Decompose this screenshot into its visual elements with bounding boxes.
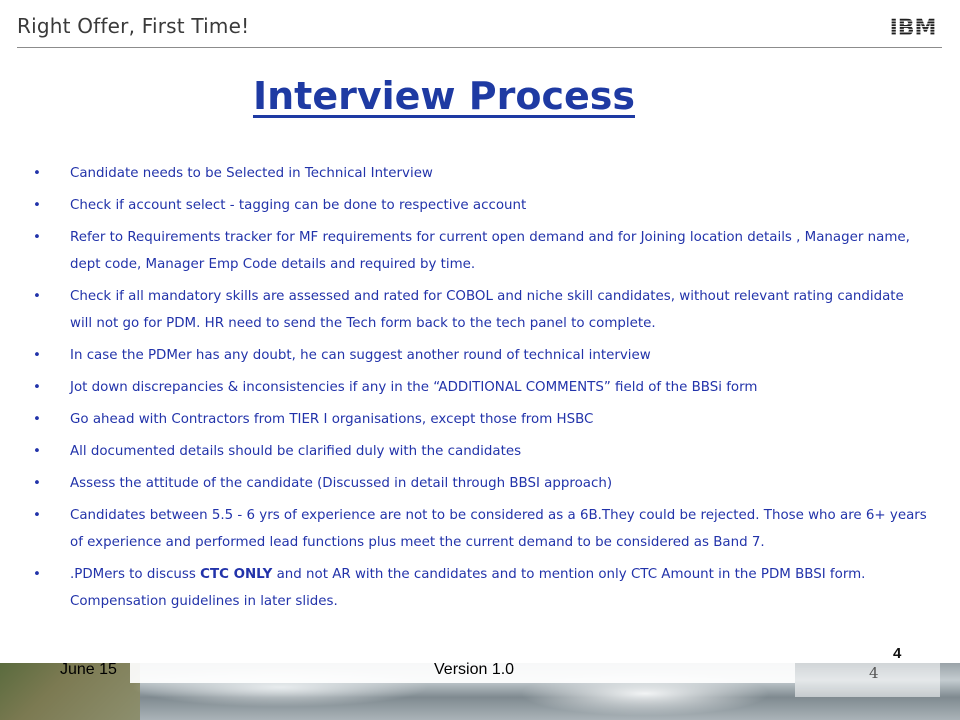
bullet-dot-icon: •: [33, 198, 41, 213]
bullet-dot-icon: •: [33, 476, 41, 491]
bullet-text: In case the PDMer has any doubt, he can suggest another round of technical interview: [70, 348, 651, 363]
ctc-only-emphasis: CTC ONLY: [200, 567, 273, 582]
bullet-text: Jot down discrepancies & inconsistencies if any in the “ADDITIONAL COMMENTS” field of the BBSi form: [70, 380, 758, 395]
bullet-item: [33, 502, 928, 556]
bullet-text: Candidate needs to be Selected in Technical Interview: [70, 166, 433, 181]
bullet-dot-icon: •: [33, 348, 41, 363]
bullet-item-ctc: [33, 561, 928, 615]
bullet-text-prefix: .PDMers to discuss: [70, 567, 201, 582]
bullet-text: All documented details should be clarified duly with the candidates: [70, 444, 522, 459]
bullet-item: [33, 374, 928, 401]
bullet-item: [33, 438, 928, 465]
bullet-dot-icon: •: [33, 567, 41, 582]
page-number: 4: [893, 645, 902, 662]
bullet-text: Check if account select - tagging can be done to respective account: [70, 198, 527, 213]
bullet-text-suffix: and not AR with the candidates and to mention only CTC Amount in the PDM BBSI form. Compensation guidelines in later slides.: [70, 567, 866, 609]
bullet-dot-icon: •: [33, 289, 41, 304]
footer-version: Version 1.0: [434, 661, 515, 678]
slide-title: Interview Process: [252, 74, 635, 118]
header-divider: [17, 47, 942, 48]
bullet-dot-icon: •: [33, 444, 41, 459]
footer-page-number-small: 4: [869, 664, 879, 682]
bullet-text: Candidates between 5.5 - 6 yrs of experience are not to be considered as a 6B.They could be rejected. Those who are 6+ years of experience and performed lead functions plus meet the current demand to be considered as Band 7.: [70, 508, 927, 550]
bullet-item: [33, 283, 928, 337]
bullet-dot-icon: •: [33, 230, 41, 245]
bullet-text: Assess the attitude of the candidate (Discussed in detail through BBSI approach): [70, 476, 613, 491]
bullet-dot-icon: •: [33, 380, 41, 395]
bullet-text: Go ahead with Contractors from TIER I organisations, except those from HSBC: [70, 412, 594, 427]
bullet-text: Check if all mandatory skills are assessed and rated for COBOL and niche skill candidates, without relevant rating candidate will not go for PDM. HR need to send the Tech form back to the tech panel to complete.: [70, 289, 904, 331]
bullet-item: [33, 224, 928, 278]
bullet-item: [33, 406, 928, 433]
bullet-item: [33, 470, 928, 497]
footer-date: June 15: [60, 661, 117, 678]
bullet-text: Refer to Requirements tracker for MF requirements for current open demand and for Joining location details , Manager name, dept code, Manager Emp Code details and required by time.: [70, 230, 910, 272]
bullet-dot-icon: •: [33, 508, 41, 523]
bullet-item: [33, 192, 928, 219]
bullet-list: [33, 160, 928, 620]
bullet-dot-icon: •: [33, 412, 41, 427]
bullet-item: [33, 160, 928, 187]
footer-page-panel: [795, 663, 940, 697]
header-title: Right Offer, First Time!: [17, 14, 250, 38]
bullet-item: [33, 342, 928, 369]
ibm-logo-text: IBM: [889, 16, 937, 38]
ibm-logo-icon: [884, 16, 942, 38]
bullet-dot-icon: •: [33, 166, 41, 181]
